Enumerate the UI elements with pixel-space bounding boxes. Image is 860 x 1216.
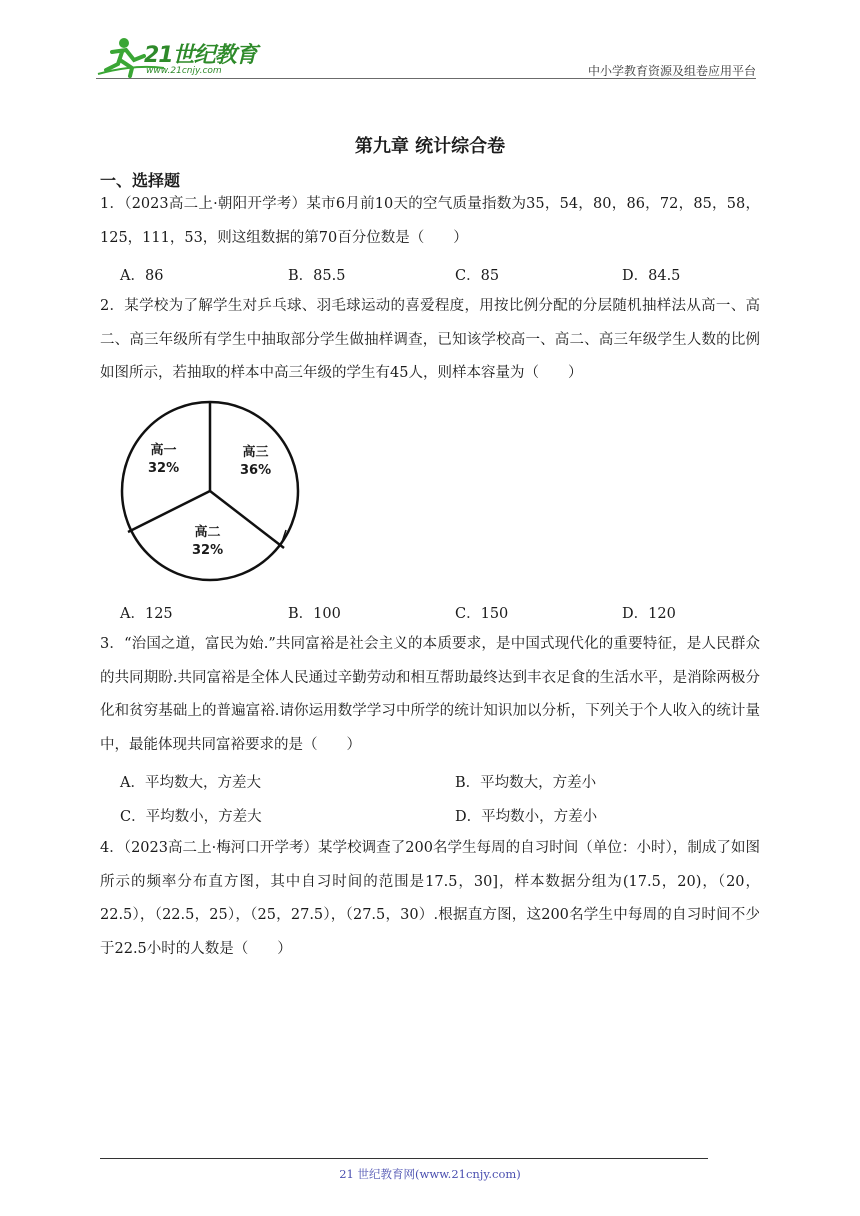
pie-label-grade1: 高一	[150, 443, 177, 458]
grade-pie-chart	[120, 400, 300, 582]
question-1-text: 1．（2023高二上·朝阳开学考）某市6月前10天的空气质量指数为35，54，80，86，72，85，58，125，111，53，则这组数据的第70百分位数是（ ）	[100, 196, 760, 246]
question-3-text: 3．“治国之道，富民为始.”共同富裕是社会主义的本质要求，是中国式现代化的重要特征，是人民群众的共同期盼.共同富裕是全体人民通过辛勤劳动和相互帮助最终达到丰衣足食的生活水平，是消除两极分化和贫穷基础上的普遍富裕.请你运用数学学习中所学的统计知识加以分析，下列关于个人收入的统计量中，最能体现共同富裕要求的是（ ）	[100, 636, 760, 753]
question-4-text: 4．（2023高二上·梅河口开学考）某学校调查了200名学生每周的自习时间（单位：小时），制成了如图所示的频率分布直方图，其中自习时间的范围是17.5，30]，样本数据分组为(17.5，20)，（20，22.5），（22.5，25），（25，27.5），（27.5，30）.根据直方图，这200名学生中每周的自习时间不少于22.5小时的人数是（ ）	[100, 840, 760, 957]
q1-option-a: A．86	[120, 268, 164, 284]
q3-option-b: B．平均数大，方差小	[455, 775, 597, 791]
pie-label-grade2: 高二	[194, 525, 221, 540]
question-2-text: 2．某学校为了解学生对乒乓球、羽毛球运动的喜爱程度，用按比例分配的分层随机抽样法从高一、高二、高三年级所有学生中抽取部分学生做抽样调查，已知该学校高一、高二、高三年级学生人数的比例如图所示，若抽取的样本中高三年级的学生有45人，则样本容量为（ ）	[100, 298, 760, 381]
q1-option-d: D．84.5	[622, 268, 681, 284]
q1-option-c: C．85	[455, 268, 500, 284]
pie-pct-grade2: 32%	[192, 543, 224, 558]
pie-pct-grade3: 36%	[240, 463, 272, 478]
header-divider	[96, 78, 756, 79]
q2-option-d: D．120	[622, 606, 676, 622]
q2-option-b: B．100	[288, 606, 341, 622]
q3-option-c: C．平均数小，方差大	[120, 809, 262, 825]
page-title: 第九章 统计综合卷	[354, 136, 506, 157]
q2-option-c: C．150	[455, 606, 509, 622]
section-title: 一、选择题	[100, 171, 181, 190]
site-logo	[94, 34, 264, 80]
q2-option-a: A．125	[120, 606, 173, 622]
footer-text: 21 世纪教育网(www.21cnjy.com)	[339, 1167, 521, 1181]
q1-option-b: B．85.5	[288, 268, 346, 284]
pie-pct-grade1: 32%	[148, 461, 180, 476]
header-platform-text: 中小学教育资源及组卷应用平台	[587, 64, 756, 78]
logo-url: www.21cnjy.com	[146, 66, 222, 76]
logo-text: 21世纪教育	[144, 43, 257, 68]
pie-label-grade3: 高三	[242, 445, 269, 460]
q3-option-a: A．平均数大，方差大	[120, 775, 261, 791]
footer-divider	[100, 1158, 708, 1159]
q3-option-d: D．平均数小，方差小	[455, 809, 598, 825]
